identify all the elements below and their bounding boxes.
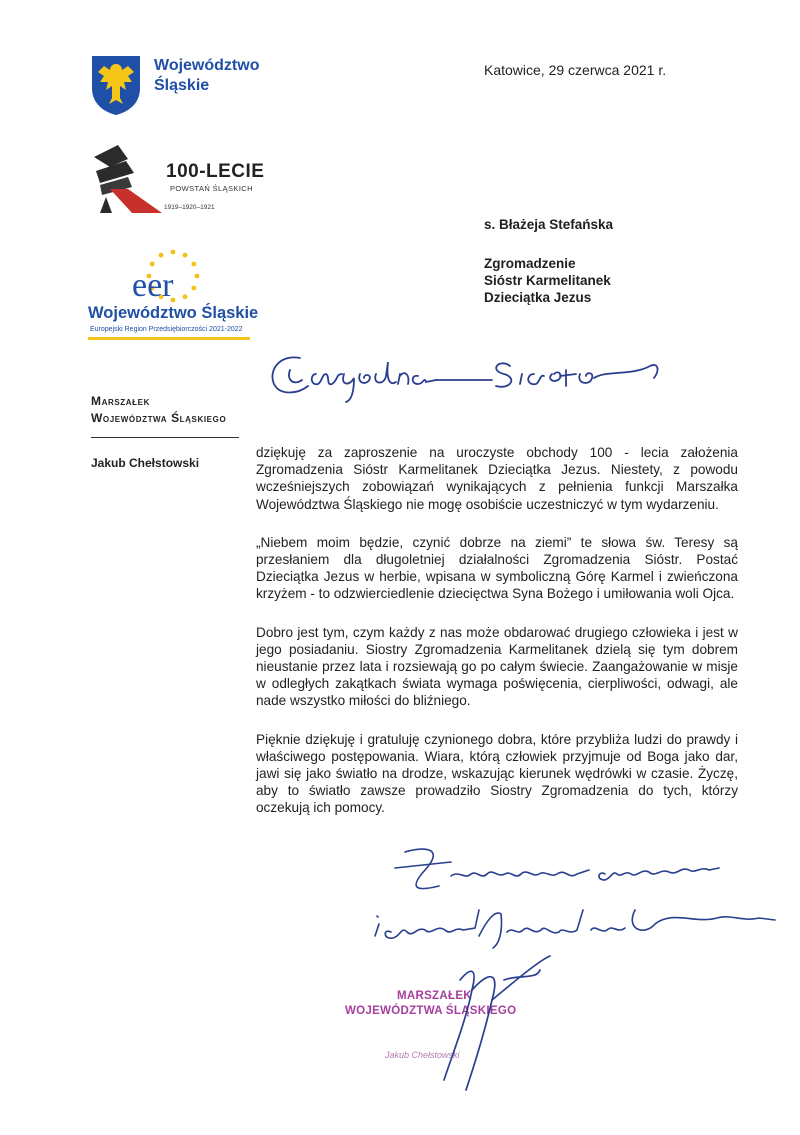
- recipient-org-line2: Sióstr Karmelitanek: [484, 273, 611, 288]
- eer-yellow-bar: [88, 337, 250, 340]
- region-name-line1: Województwo: [154, 57, 260, 74]
- centenary-emblem-icon: [88, 137, 168, 217]
- recipient-name: s. Błażeja Stefańska: [484, 217, 614, 232]
- sender-divider: [91, 437, 239, 438]
- handwritten-salutation: [260, 340, 680, 415]
- eer-mark: eer: [132, 267, 174, 304]
- eu-star-icon: [191, 262, 196, 267]
- centenary-years: 1919–1920–1921: [164, 204, 215, 211]
- sender-title-line2: Województwa Śląskiego: [91, 411, 227, 425]
- stamp-line1: MARSZAŁEK: [397, 990, 472, 1002]
- eu-star-icon: [150, 262, 155, 267]
- handwritten-signature: [400, 950, 580, 1100]
- region-name-line2: Śląskie: [154, 77, 210, 94]
- centenary-logo: [88, 137, 288, 217]
- eer-region-name: Województwo Śląskie: [88, 304, 259, 322]
- body-paragraph: „Niebem moim będzie, czynić dobrze na ziemi” te słowa św. Teresy są przesłaniem dla długoletniej działalności Zgromadzenia Sióstr. Postać Dzieciątka Jezus w herbie, wpisana w symboliczną Górę Karmel i zwieńczona krzyżem - to odzwierciedlenie dziecięctwa Syna Bożego i umiłowania woli Ojca.: [256, 534, 738, 602]
- stamp-line3: Jakub Chełstowski: [385, 1050, 460, 1060]
- recipient-org-line3: Dzieciątka Jezus: [484, 290, 592, 305]
- recipient-org-line1: Zgromadzenie: [484, 256, 576, 271]
- place-date: Katowice, 29 czerwca 2021 r.: [484, 62, 667, 78]
- sender-title-line1: Marszałek: [91, 394, 150, 408]
- eu-star-icon: [183, 294, 188, 299]
- eu-star-icon: [195, 274, 200, 279]
- eu-star-icon: [183, 253, 188, 258]
- body-paragraph: dziękuję za zaproszenie na uroczyste obchody 100 - lecia założenia Zgromadzenia Sióstr Karmelitanek Dzieciątka Jezus. Niestety, z powodu wcześniejszych zobowiązań wynikających z pełnienia funkcji Marszałka Województwa Śląskiego nie mogę osobiście uczestniczyć w tym wydarzeniu.: [256, 445, 738, 512]
- eer-subtitle: Europejski Region Przedsiębiorczości 2021-2022: [90, 326, 243, 333]
- eu-star-icon: [191, 286, 196, 291]
- body-paragraph: Pięknie dziękuję i gratuluję czynionego dobra, które przybliża ludzi do prawdy i właściwego postępowania. Wiara, którą człowiek przyjmuje od Boga jako dar, jawi się jako światło na drodze, wskazując kierunek wędrówki w czasie. Życzę, aby to światło zawsze prowadziło Siostry Zgromadzenia do tych, którzy oczekują ich pomocy.: [256, 731, 738, 816]
- centenary-title: 100-LECIE: [166, 161, 265, 182]
- eu-stars-icon: [128, 246, 218, 308]
- sender-name: Jakub Chełstowski: [91, 456, 200, 470]
- letter-body: [256, 444, 738, 838]
- region-wordmark: [154, 56, 259, 96]
- stamp-line2: WOJEWÓDZTWA ŚLĄSKIEGO: [345, 1005, 517, 1017]
- eer-logo: [88, 246, 268, 346]
- eu-star-icon: [171, 250, 176, 255]
- centenary-subtitle: POWSTAŃ ŚLĄSKICH: [170, 184, 253, 193]
- coat-of-arms-icon: [90, 54, 142, 116]
- eu-star-icon: [159, 253, 164, 258]
- region-logo: [90, 54, 260, 118]
- body-paragraph: Dobro jest tym, czym każdy z nas może obdarować drugiego człowieka i jest w jego posiadaniu. Siostry Zgromadzenia Karmelitanek dzielą się tym dobrem nieustanie przez lata i rozsiewają go po całym świecie. Zaangażowanie w misje w odległych zakątkach świata wymaga poświęcenia, cierpliwości, odwagi, ale nade wszystko miłości do bliźniego.: [256, 624, 738, 709]
